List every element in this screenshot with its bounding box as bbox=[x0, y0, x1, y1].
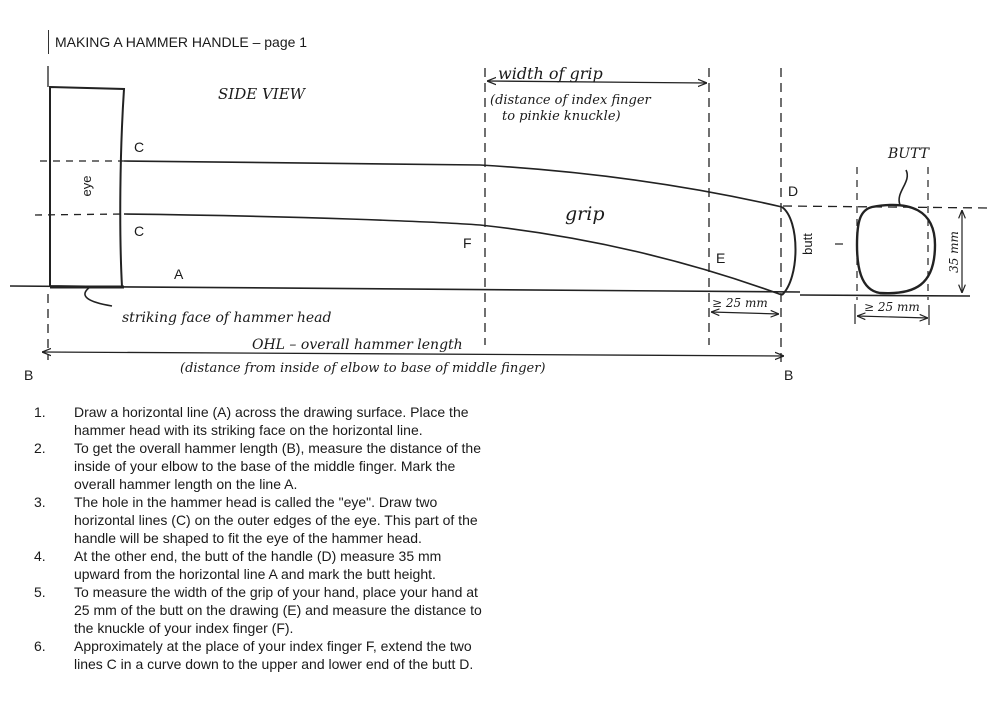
list-item bbox=[30, 547, 490, 583]
step-text: At the other end, the butt of the handle (D) measure 35 mm upward from the horizontal line A and mark the butt height. bbox=[74, 548, 442, 582]
label-d: D bbox=[788, 183, 799, 199]
width-note-line2: to pinkie knuckle) bbox=[502, 109, 621, 124]
eye-label: eye bbox=[79, 175, 94, 197]
list-item bbox=[30, 403, 490, 439]
grip-label: grip bbox=[565, 203, 605, 225]
butt-width-dim-label: ≥ 25 mm bbox=[864, 300, 920, 314]
grip-end-dim bbox=[711, 312, 779, 314]
width-of-grip-label: width of grip bbox=[498, 64, 603, 83]
list-item bbox=[30, 493, 490, 547]
striking-face-label: striking face of hammer head bbox=[122, 310, 332, 326]
ohl-note: (distance from inside of elbow to base of middle finger) bbox=[180, 361, 546, 376]
list-item bbox=[30, 583, 490, 637]
line-a bbox=[10, 286, 800, 292]
butt-section bbox=[857, 205, 935, 293]
list-item bbox=[30, 637, 490, 673]
butt-title-label: BUTT bbox=[888, 146, 930, 162]
line-a-right bbox=[800, 295, 970, 296]
step-text: Draw a horizontal line (A) across the drawing surface. Place the hammer head with its striking face on the horizontal line. bbox=[74, 404, 469, 438]
eye-line-bottom bbox=[35, 214, 124, 215]
label-c-top: C bbox=[134, 139, 145, 155]
label-b-right: B bbox=[784, 367, 794, 383]
list-item bbox=[30, 439, 490, 493]
butt-vertical-label: butt bbox=[800, 233, 815, 255]
grip-end-dim-label: ≥ 25 mm bbox=[712, 296, 768, 310]
label-e: E bbox=[716, 250, 726, 266]
handle-bottom-line bbox=[124, 214, 782, 295]
butt-curve bbox=[782, 207, 796, 295]
step-number: 3. bbox=[34, 494, 46, 510]
step-number: 4. bbox=[34, 548, 46, 564]
step-text: Approximately at the place of your index finger F, extend the two lines C in a curve down to the upper and lower end of the butt D. bbox=[74, 638, 474, 672]
label-c-bottom: C bbox=[134, 223, 145, 239]
page-title: MAKING A HAMMER HANDLE – page 1 bbox=[48, 30, 307, 54]
handle-top-line bbox=[124, 161, 782, 207]
step-number: 5. bbox=[34, 584, 46, 600]
label-a: A bbox=[174, 266, 184, 282]
width-note-line1: (distance of index finger bbox=[490, 93, 651, 108]
step-text: The hole in the hammer head is called the "eye". Draw two horizontal lines (C) on the outer edges of the eye. This part of the handle will be shaped to fit the eye of the hammer head. bbox=[74, 494, 478, 546]
step-number: 2. bbox=[34, 440, 46, 456]
step-text: To measure the width of the grip of your hand, place your hand at 25 mm of the butt on the drawing (E) and measure the distance to the knuckle of your index finger (F). bbox=[74, 584, 482, 636]
label-b-left: B bbox=[24, 367, 34, 383]
ohl-label: OHL – overall hammer length bbox=[252, 337, 463, 353]
step-number: 6. bbox=[34, 638, 46, 654]
label-f: F bbox=[463, 235, 472, 251]
side-view-label: SIDE VIEW bbox=[218, 85, 306, 103]
step-text: To get the overall hammer length (B), measure the distance of the inside of your elbow to the base of the middle finger. Mark the overall hammer length on the line A. bbox=[74, 440, 481, 492]
step-number: 1. bbox=[34, 404, 46, 420]
instruction-list bbox=[30, 403, 490, 673]
butt-height-dim-label: 35 mm bbox=[947, 231, 961, 273]
butt-width-dim bbox=[857, 316, 928, 318]
